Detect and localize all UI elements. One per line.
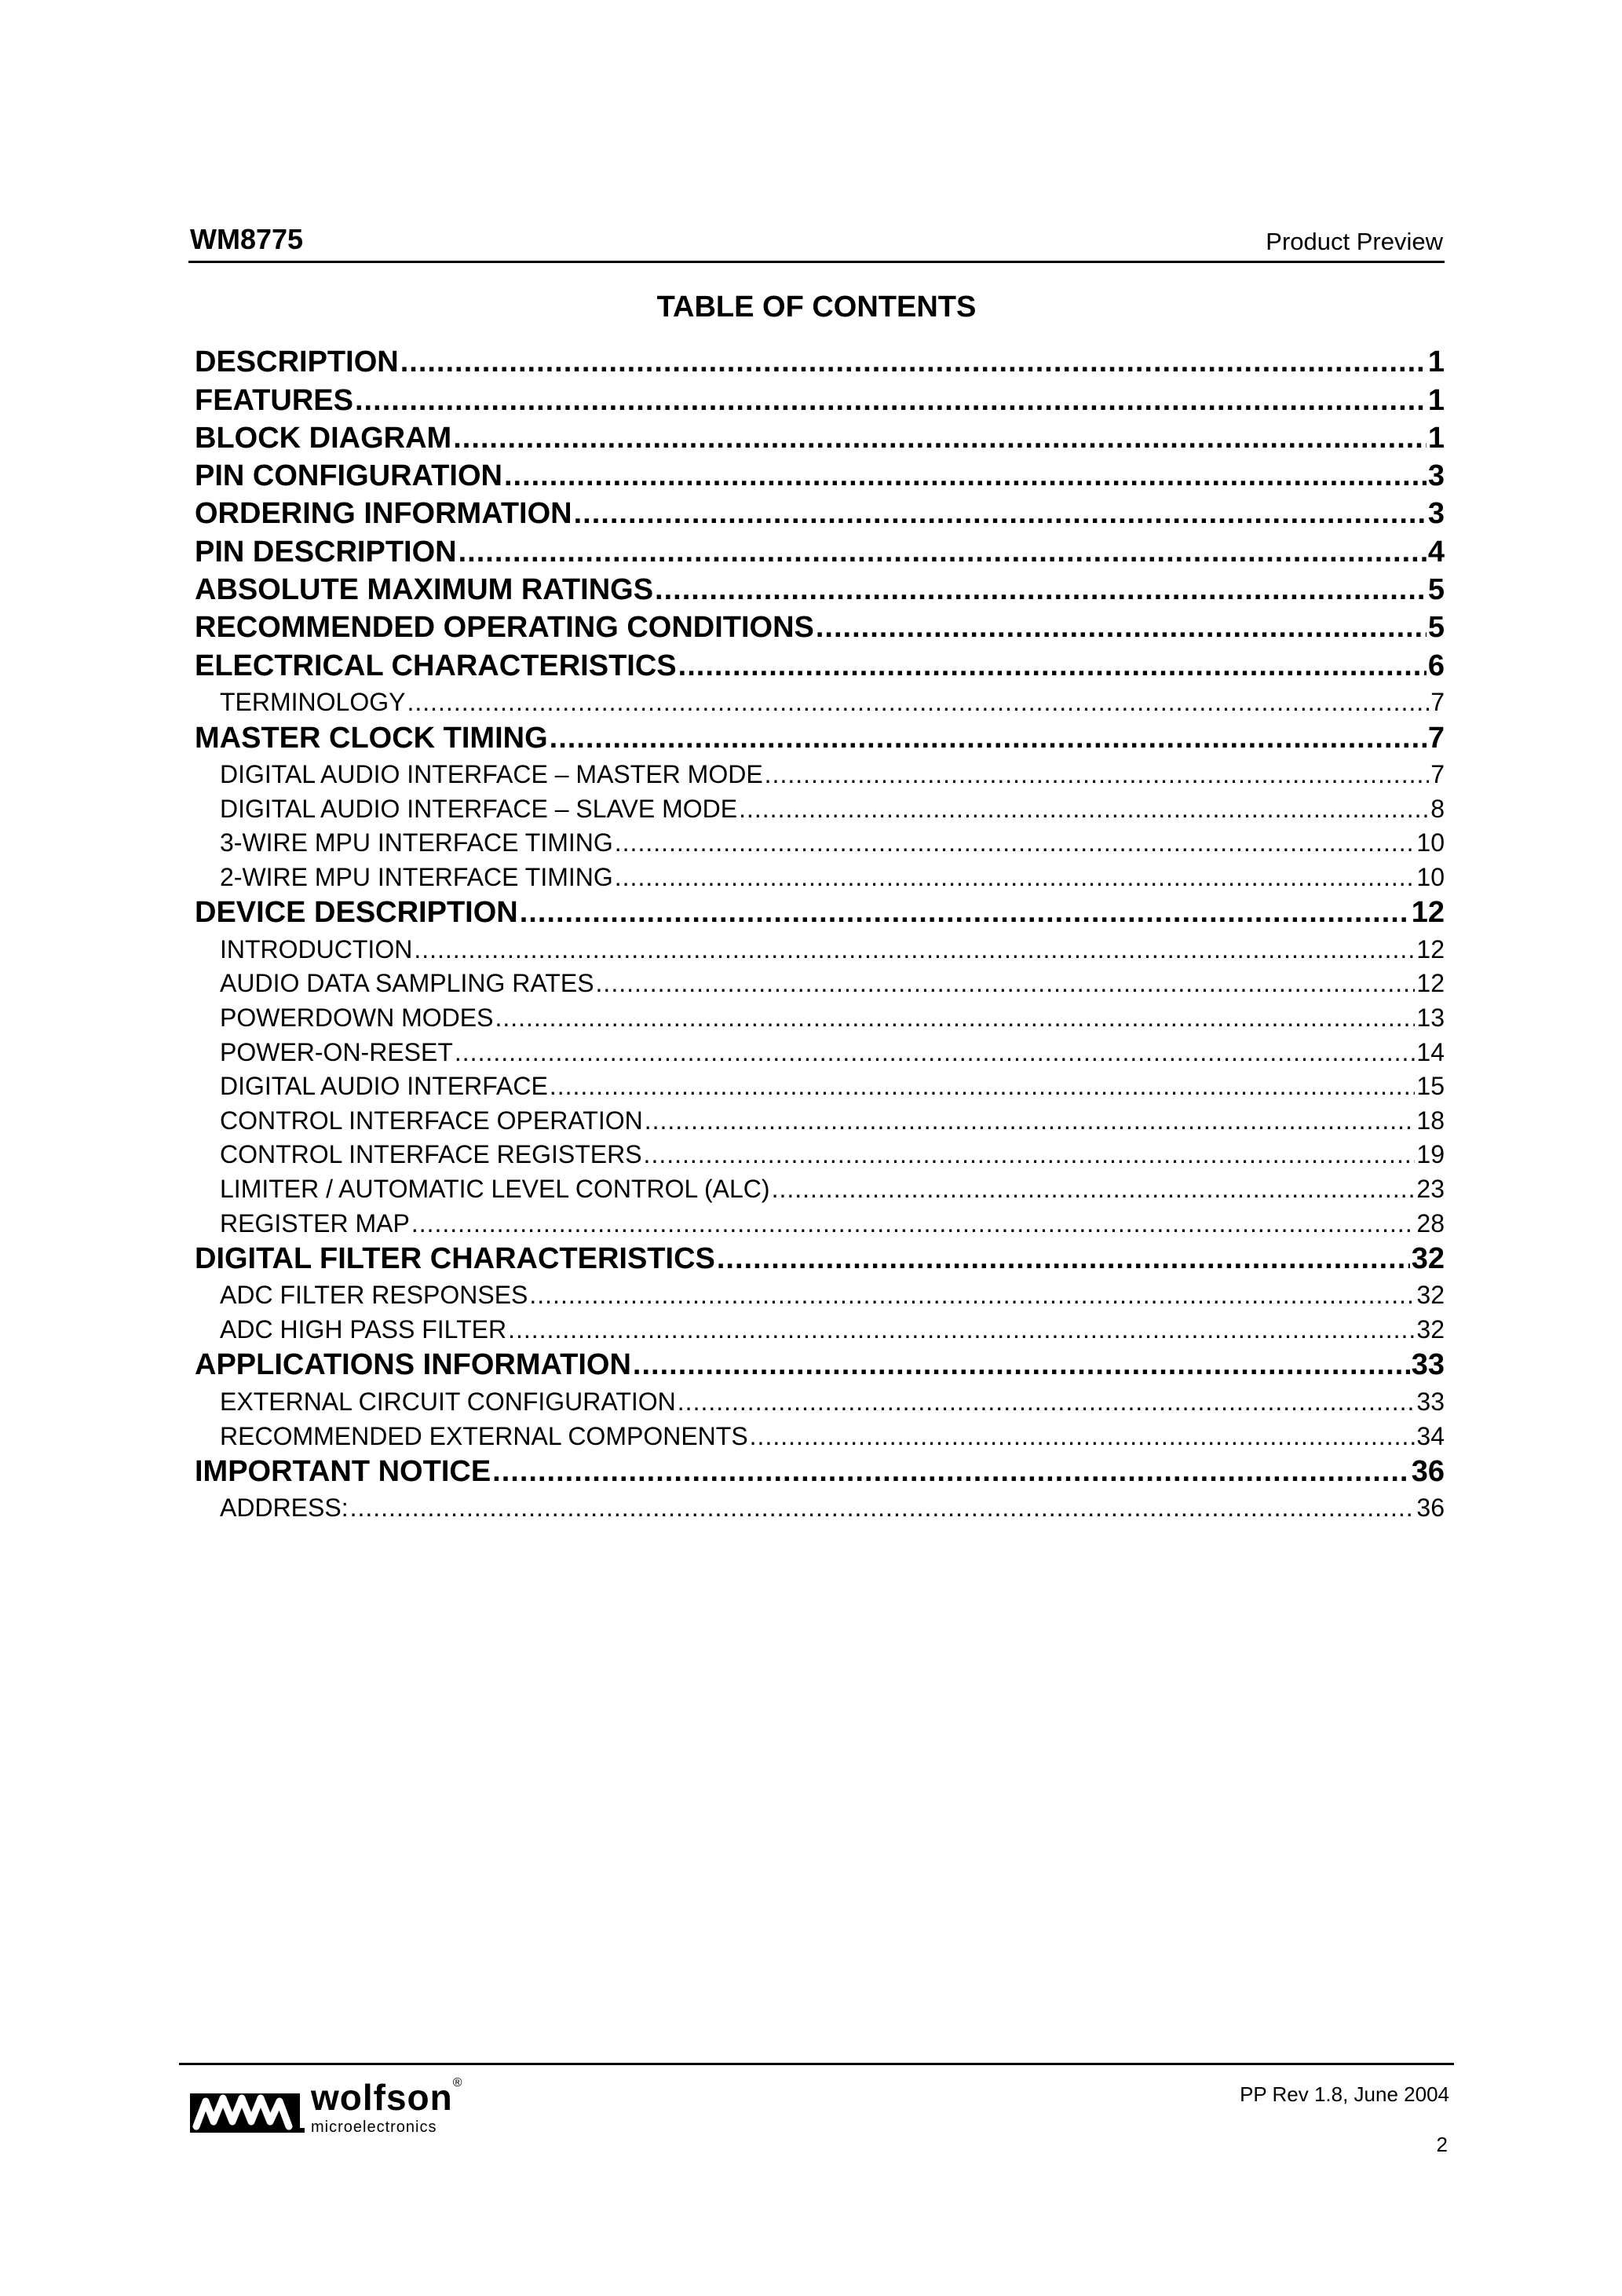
toc-dot-leader	[550, 722, 1427, 755]
toc-dot-leader	[633, 1348, 1410, 1382]
toc-entry	[195, 1344, 1445, 1382]
toc-entry-page: 13	[1416, 1004, 1445, 1033]
toc-entry	[195, 857, 1445, 892]
toc-entry-title: ADC HIGH PASS FILTER	[220, 1315, 507, 1344]
toc-entry-page: 10	[1416, 828, 1445, 857]
toc-entry	[195, 683, 1445, 718]
toc-entry-page: 6	[1427, 649, 1445, 682]
toc-entry-title: POWERDOWN MODES	[220, 1004, 494, 1033]
logo-registered-mark: ®	[452, 2076, 463, 2089]
toc-dot-leader	[407, 688, 1429, 717]
toc-dot-leader	[645, 1106, 1416, 1135]
toc-entry-title: CONTROL INTERFACE OPERATION	[220, 1106, 643, 1135]
toc-entry	[195, 1451, 1445, 1489]
toc-entry-title: APPLICATIONS INFORMATION	[195, 1348, 631, 1382]
toc-entry-title: 3-WIRE MPU INTERFACE TIMING	[220, 828, 613, 857]
toc-entry	[195, 1101, 1445, 1135]
page-header	[188, 220, 1445, 263]
toc-entry	[195, 1417, 1445, 1451]
toc-entry-title: IMPORTANT NOTICE	[195, 1454, 491, 1488]
toc-entry	[195, 1204, 1445, 1238]
toc-dot-leader	[414, 935, 1415, 964]
toc-dot-leader	[615, 863, 1416, 892]
toc-entry-page: 3	[1427, 459, 1445, 493]
toc-entry-page: 7	[1427, 721, 1445, 755]
toc-dot-leader	[615, 828, 1416, 857]
toc-entry-page: 10	[1416, 862, 1445, 891]
toc-entry-page: 7	[1430, 688, 1445, 717]
toc-entry-page: 33	[1411, 1348, 1445, 1382]
toc-entry-title: RECOMMENDED EXTERNAL COMPONENTS	[220, 1421, 748, 1450]
toc-entry-title: EXTERNAL CIRCUIT CONFIGURATION	[220, 1387, 676, 1416]
toc-entry-page: 7	[1430, 760, 1445, 789]
toc-entry-title: ADDRESS:	[220, 1493, 349, 1523]
toc-entry	[195, 1382, 1445, 1417]
toc-dot-leader	[508, 1315, 1415, 1344]
toc-entry	[195, 1238, 1445, 1276]
toc-entry	[195, 1135, 1445, 1170]
toc-dot-leader	[596, 969, 1416, 998]
toc-entry-page: 18	[1416, 1106, 1445, 1135]
toc-entry-title: DIGITAL AUDIO INTERFACE	[220, 1072, 548, 1101]
toc-entry	[195, 645, 1445, 682]
toc-entry-title: DIGITAL AUDIO INTERFACE – MASTER MODE	[220, 760, 763, 789]
toc-entry-page: 1	[1427, 421, 1445, 455]
toc-dot-leader	[350, 1493, 1416, 1523]
toc-entry	[195, 418, 1445, 455]
toc-entry-page: 36	[1411, 1454, 1445, 1488]
toc-dot-leader	[520, 896, 1410, 930]
toc-entry	[195, 569, 1445, 607]
toc-dot-leader	[355, 384, 1427, 418]
toc-entry	[195, 1310, 1445, 1344]
toc-entry	[195, 998, 1445, 1033]
toc-entry-title: DESCRIPTION	[195, 345, 399, 379]
toc-entry-page: 12	[1411, 896, 1445, 930]
toc-entry-page: 32	[1416, 1315, 1445, 1344]
toc-dot-leader	[495, 1004, 1415, 1033]
toc-dot-leader	[717, 1242, 1410, 1276]
part-number: WM8775	[190, 223, 304, 255]
toc-dot-leader	[772, 1175, 1416, 1204]
toc-entry-page: 1	[1427, 383, 1445, 417]
toc-entry	[195, 824, 1445, 858]
toc-dot-leader	[492, 1455, 1410, 1489]
toc-dot-leader	[400, 345, 1427, 379]
table-of-contents	[195, 342, 1445, 1523]
logo-subtext: microelectronics	[311, 2119, 437, 2136]
toc-dot-leader	[655, 573, 1427, 607]
toc-entry-title: ORDERING INFORMATION	[195, 497, 572, 531]
toc-entry-title: PIN DESCRIPTION	[195, 535, 457, 569]
toc-entry	[195, 1033, 1445, 1067]
toc-entry-title: ABSOLUTE MAXIMUM RATINGS	[195, 573, 654, 607]
toc-entry-page: 34	[1416, 1421, 1445, 1450]
toc-entry-title: AUDIO DATA SAMPLING RATES	[220, 969, 594, 998]
toc-entry	[195, 1169, 1445, 1204]
toc-entry-title: DIGITAL AUDIO INTERFACE – SLAVE MODE	[220, 794, 738, 823]
toc-entry-title: INTRODUCTION	[220, 934, 413, 963]
toc-entry-page: 5	[1427, 611, 1445, 645]
toc-entry	[195, 342, 1445, 379]
toc-entry-title: PIN CONFIGURATION	[195, 459, 502, 493]
toc-entry-page: 14	[1416, 1037, 1445, 1066]
toc-entry-title: RECOMMENDED OPERATING CONDITIONS	[195, 611, 814, 645]
toc-entry-title: TERMINOLOGY	[220, 688, 406, 717]
logo-wordmark	[311, 2076, 463, 2119]
toc-dot-leader	[411, 1209, 1416, 1238]
toc-entry-title: DEVICE DESCRIPTION	[195, 896, 518, 930]
toc-entry	[195, 455, 1445, 493]
page-number: 2	[1436, 2133, 1448, 2156]
toc-entry	[195, 964, 1445, 999]
toc-entry	[195, 531, 1445, 569]
toc-entry-title: MASTER CLOCK TIMING	[195, 721, 548, 755]
toc-entry-page: 33	[1416, 1387, 1445, 1416]
toc-dot-leader	[739, 795, 1429, 824]
toc-entry-page: 1	[1427, 345, 1445, 379]
revision-info: PP Rev 1.8, June 2004	[1240, 2082, 1449, 2106]
toc-entry-page: 19	[1416, 1140, 1445, 1169]
toc-entry-page: 3	[1427, 497, 1445, 531]
toc-dot-leader	[644, 1140, 1416, 1169]
toc-dot-leader	[529, 1281, 1415, 1310]
toc-entry-page: 4	[1427, 535, 1445, 569]
toc-entry	[195, 789, 1445, 824]
toc-entry-page: 12	[1416, 969, 1445, 998]
toc-entry-title: 2-WIRE MPU INTERFACE TIMING	[220, 862, 613, 891]
toc-dot-leader	[765, 760, 1430, 789]
toc-entry-title: DIGITAL FILTER CHARACTERISTICS	[195, 1241, 715, 1275]
toc-entry	[195, 892, 1445, 930]
toc-dot-leader	[550, 1072, 1416, 1101]
toc-dot-leader	[458, 536, 1427, 569]
toc-entry-title: FEATURES	[195, 383, 353, 417]
toc-entry-page: 32	[1416, 1281, 1445, 1310]
toc-entry-title: LIMITER / AUTOMATIC LEVEL CONTROL (ALC)	[220, 1174, 770, 1203]
toc-entry-page: 12	[1416, 934, 1445, 963]
toc-entry	[195, 379, 1445, 417]
toc-entry-page: 15	[1416, 1072, 1445, 1101]
toc-entry-page: 8	[1430, 794, 1445, 823]
toc-entry	[195, 607, 1445, 645]
footer-divider	[179, 2063, 1454, 2065]
toc-entry-title: BLOCK DIAGRAM	[195, 421, 452, 455]
toc-dot-leader	[453, 422, 1427, 455]
toc-entry	[195, 1067, 1445, 1102]
toc-dot-leader	[750, 1422, 1416, 1451]
toc-entry-page: 28	[1416, 1208, 1445, 1238]
toc-dot-leader	[574, 497, 1427, 531]
logo-text: wolfson	[311, 2077, 453, 2118]
toc-dot-leader	[504, 459, 1427, 493]
toc-dot-leader	[455, 1038, 1416, 1067]
toc-entry-page: 36	[1416, 1493, 1445, 1523]
toc-entry-page: 32	[1411, 1241, 1445, 1275]
toc-entry	[195, 1276, 1445, 1311]
toc-dot-leader	[678, 649, 1427, 683]
document-status: Product Preview	[1266, 228, 1443, 255]
toc-dot-leader	[816, 611, 1427, 645]
toc-entry-title: ELECTRICAL CHARACTERISTICS	[195, 649, 677, 682]
toc-entry-title: ADC FILTER RESPONSES	[220, 1281, 528, 1310]
toc-entry	[195, 755, 1445, 790]
toc-entry-title: CONTROL INTERFACE REGISTERS	[220, 1140, 642, 1169]
toc-entry-title: POWER-ON-RESET	[220, 1037, 453, 1066]
toc-entry	[195, 493, 1445, 531]
toc-entry	[195, 717, 1445, 755]
toc-entry	[195, 930, 1445, 964]
toc-entry	[195, 1489, 1445, 1523]
toc-dot-leader	[678, 1387, 1416, 1417]
toc-entry-title: REGISTER MAP	[220, 1208, 410, 1238]
toc-entry-page: 23	[1416, 1174, 1445, 1203]
toc-title: TABLE OF CONTENTS	[656, 291, 977, 324]
toc-entry-page: 5	[1427, 573, 1445, 607]
